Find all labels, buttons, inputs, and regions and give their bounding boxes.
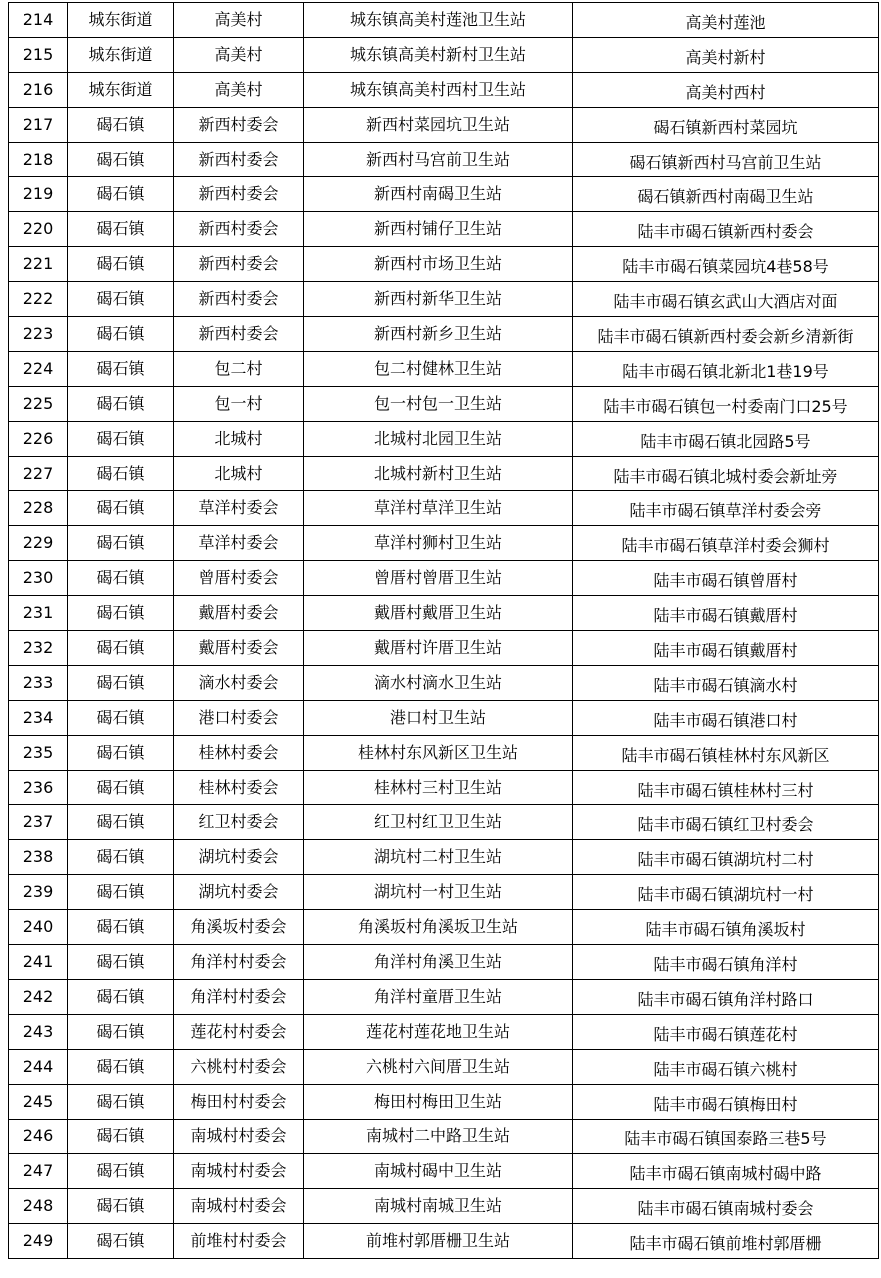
health-station-cell: 曾厝村曾厝卫生站	[304, 561, 573, 596]
health-station-cell: 城东镇高美村莲池卫生站	[304, 3, 573, 38]
town-cell: 碣石镇	[68, 177, 174, 212]
village-committee-cell: 北城村	[174, 456, 304, 491]
row-number: 226	[9, 421, 68, 456]
health-station-cell: 湖坑村二村卫生站	[304, 840, 573, 875]
health-station-cell: 角洋村童厝卫生站	[304, 979, 573, 1014]
town-cell: 碣石镇	[68, 596, 174, 631]
address-cell: 碣石镇新西村马宫前卫生站	[573, 142, 879, 177]
row-number: 239	[9, 875, 68, 910]
address-cell: 陆丰市碣石镇草洋村委会旁	[573, 491, 879, 526]
table-row	[9, 456, 879, 491]
town-cell: 碣石镇	[68, 875, 174, 910]
health-station-cell: 包一村包一卫生站	[304, 386, 573, 421]
health-station-cell: 城东镇高美村新村卫生站	[304, 37, 573, 72]
table-row	[9, 1154, 879, 1189]
village-committee-cell: 戴厝村委会	[174, 596, 304, 631]
town-cell: 城东街道	[68, 37, 174, 72]
row-number: 229	[9, 526, 68, 561]
table-row	[9, 1084, 879, 1119]
row-number: 223	[9, 317, 68, 352]
health-station-cell: 红卫村红卫卫生站	[304, 805, 573, 840]
address-cell: 高美村西村	[573, 72, 879, 107]
table-row	[9, 1119, 879, 1154]
address-cell: 陆丰市碣石镇国泰路三巷5号	[573, 1119, 879, 1154]
row-number: 232	[9, 631, 68, 666]
row-number: 247	[9, 1154, 68, 1189]
health-station-cell: 城东镇高美村西村卫生站	[304, 72, 573, 107]
village-committee-cell: 滴水村委会	[174, 665, 304, 700]
health-station-cell: 角洋村角溪卫生站	[304, 945, 573, 980]
town-cell: 碣石镇	[68, 247, 174, 282]
table-row	[9, 142, 879, 177]
address-cell: 陆丰市碣石镇新西村委会	[573, 212, 879, 247]
row-number: 240	[9, 910, 68, 945]
address-cell: 高美村莲池	[573, 3, 879, 38]
health-station-cell: 新西村新华卫生站	[304, 282, 573, 317]
village-committee-cell: 莲花村村委会	[174, 1014, 304, 1049]
row-number: 221	[9, 247, 68, 282]
town-cell: 碣石镇	[68, 107, 174, 142]
health-station-cell: 新西村马宫前卫生站	[304, 142, 573, 177]
village-committee-cell: 桂林村委会	[174, 735, 304, 770]
table-row	[9, 979, 879, 1014]
table-row	[9, 665, 879, 700]
town-cell: 碣石镇	[68, 526, 174, 561]
town-cell: 碣石镇	[68, 561, 174, 596]
town-cell: 碣石镇	[68, 770, 174, 805]
address-cell: 陆丰市碣石镇北新北1巷19号	[573, 351, 879, 386]
address-cell: 陆丰市碣石镇草洋村委会狮村	[573, 526, 879, 561]
town-cell: 碣石镇	[68, 142, 174, 177]
village-committee-cell: 南城村村委会	[174, 1154, 304, 1189]
address-cell: 陆丰市碣石镇南城村委会	[573, 1189, 879, 1224]
village-committee-cell: 高美村	[174, 37, 304, 72]
row-number: 246	[9, 1119, 68, 1154]
town-cell: 碣石镇	[68, 840, 174, 875]
town-cell: 碣石镇	[68, 945, 174, 980]
address-cell: 陆丰市碣石镇前堆村郭厝栅	[573, 1224, 879, 1259]
town-cell: 碣石镇	[68, 1189, 174, 1224]
row-number: 225	[9, 386, 68, 421]
row-number: 244	[9, 1049, 68, 1084]
village-committee-cell: 新西村委会	[174, 142, 304, 177]
village-committee-cell: 戴厝村委会	[174, 631, 304, 666]
health-station-cell: 南城村二中路卫生站	[304, 1119, 573, 1154]
village-committee-cell: 草洋村委会	[174, 526, 304, 561]
row-number: 236	[9, 770, 68, 805]
row-number: 217	[9, 107, 68, 142]
town-cell: 碣石镇	[68, 1084, 174, 1119]
village-committee-cell: 新西村委会	[174, 177, 304, 212]
town-cell: 碣石镇	[68, 665, 174, 700]
health-station-cell: 梅田村梅田卫生站	[304, 1084, 573, 1119]
health-station-cell: 包二村健林卫生站	[304, 351, 573, 386]
village-committee-cell: 桂林村委会	[174, 770, 304, 805]
table-row	[9, 1049, 879, 1084]
address-cell: 陆丰市碣石镇北城村委会新址旁	[573, 456, 879, 491]
table-row	[9, 247, 879, 282]
village-committee-cell: 高美村	[174, 72, 304, 107]
address-cell: 陆丰市碣石镇桂林村东风新区	[573, 735, 879, 770]
village-committee-cell: 新西村委会	[174, 247, 304, 282]
health-station-cell: 湖坑村一村卫生站	[304, 875, 573, 910]
table-row	[9, 1189, 879, 1224]
address-cell: 陆丰市碣石镇港口村	[573, 700, 879, 735]
village-committee-cell: 包一村	[174, 386, 304, 421]
row-number: 230	[9, 561, 68, 596]
health-station-cell: 戴厝村戴厝卫生站	[304, 596, 573, 631]
table-row	[9, 282, 879, 317]
row-number: 215	[9, 37, 68, 72]
row-number: 216	[9, 72, 68, 107]
table-row	[9, 735, 879, 770]
address-cell: 陆丰市碣石镇菜园坑4巷58号	[573, 247, 879, 282]
health-station-cell: 新西村铺仔卫生站	[304, 212, 573, 247]
row-number: 241	[9, 945, 68, 980]
village-committee-cell: 高美村	[174, 3, 304, 38]
health-station-cell: 前堆村郭厝栅卫生站	[304, 1224, 573, 1259]
town-cell: 碣石镇	[68, 1154, 174, 1189]
town-cell: 碣石镇	[68, 386, 174, 421]
town-cell: 碣石镇	[68, 317, 174, 352]
village-committee-cell: 红卫村委会	[174, 805, 304, 840]
health-station-cell: 新西村新乡卫生站	[304, 317, 573, 352]
address-cell: 陆丰市碣石镇北园路5号	[573, 421, 879, 456]
address-cell: 陆丰市碣石镇角洋村路口	[573, 979, 879, 1014]
town-cell: 碣石镇	[68, 1014, 174, 1049]
health-station-cell: 新西村菜园坑卫生站	[304, 107, 573, 142]
town-cell: 碣石镇	[68, 979, 174, 1014]
village-committee-cell: 北城村	[174, 421, 304, 456]
village-committee-cell: 角洋村村委会	[174, 945, 304, 980]
village-committee-cell: 包二村	[174, 351, 304, 386]
village-committee-cell: 梅田村村委会	[174, 1084, 304, 1119]
address-cell: 陆丰市碣石镇红卫村委会	[573, 805, 879, 840]
table-row	[9, 700, 879, 735]
town-cell: 城东街道	[68, 3, 174, 38]
address-cell: 陆丰市碣石镇湖坑村一村	[573, 875, 879, 910]
health-station-cell: 莲花村莲花地卫生站	[304, 1014, 573, 1049]
village-committee-cell: 曾厝村委会	[174, 561, 304, 596]
town-cell: 碣石镇	[68, 631, 174, 666]
table-row	[9, 561, 879, 596]
table-row	[9, 526, 879, 561]
address-cell: 陆丰市碣石镇梅田村	[573, 1084, 879, 1119]
address-cell: 陆丰市碣石镇滴水村	[573, 665, 879, 700]
row-number: 249	[9, 1224, 68, 1259]
table-row	[9, 421, 879, 456]
health-station-cell: 草洋村狮村卫生站	[304, 526, 573, 561]
village-committee-cell: 角溪坂村委会	[174, 910, 304, 945]
town-cell: 碣石镇	[68, 805, 174, 840]
table-row	[9, 491, 879, 526]
clinic-table	[8, 2, 879, 1259]
village-committee-cell: 六桃村村委会	[174, 1049, 304, 1084]
address-cell: 陆丰市碣石镇南城村碣中路	[573, 1154, 879, 1189]
town-cell: 碣石镇	[68, 1224, 174, 1259]
health-station-cell: 角溪坂村角溪坂卫生站	[304, 910, 573, 945]
table-row	[9, 386, 879, 421]
row-number: 219	[9, 177, 68, 212]
table-row	[9, 596, 879, 631]
row-number: 218	[9, 142, 68, 177]
village-committee-cell: 角洋村村委会	[174, 979, 304, 1014]
row-number: 234	[9, 700, 68, 735]
address-cell: 陆丰市碣石镇戴厝村	[573, 631, 879, 666]
row-number: 214	[9, 3, 68, 38]
health-station-cell: 桂林村三村卫生站	[304, 770, 573, 805]
town-cell: 碣石镇	[68, 1119, 174, 1154]
village-committee-cell: 前堆村村委会	[174, 1224, 304, 1259]
table-body	[9, 3, 879, 1259]
town-cell: 碣石镇	[68, 456, 174, 491]
health-station-cell: 戴厝村许厝卫生站	[304, 631, 573, 666]
table-row	[9, 107, 879, 142]
table-row	[9, 840, 879, 875]
table-row	[9, 3, 879, 38]
table-row	[9, 317, 879, 352]
village-committee-cell: 草洋村委会	[174, 491, 304, 526]
row-number: 235	[9, 735, 68, 770]
town-cell: 碣石镇	[68, 212, 174, 247]
village-committee-cell: 新西村委会	[174, 107, 304, 142]
address-cell: 陆丰市碣石镇玄武山大酒店对面	[573, 282, 879, 317]
row-number: 220	[9, 212, 68, 247]
town-cell: 碣石镇	[68, 1049, 174, 1084]
address-cell: 陆丰市碣石镇湖坑村二村	[573, 840, 879, 875]
village-committee-cell: 新西村委会	[174, 282, 304, 317]
row-number: 228	[9, 491, 68, 526]
village-committee-cell: 湖坑村委会	[174, 840, 304, 875]
row-number: 238	[9, 840, 68, 875]
table-row	[9, 351, 879, 386]
table-row	[9, 37, 879, 72]
table-row	[9, 805, 879, 840]
address-cell: 碣石镇新西村南碣卫生站	[573, 177, 879, 212]
table-row	[9, 770, 879, 805]
village-committee-cell: 湖坑村委会	[174, 875, 304, 910]
address-cell: 碣石镇新西村菜园坑	[573, 107, 879, 142]
health-station-cell: 南城村碣中卫生站	[304, 1154, 573, 1189]
table-row	[9, 72, 879, 107]
address-cell: 陆丰市碣石镇角洋村	[573, 945, 879, 980]
town-cell: 碣石镇	[68, 700, 174, 735]
health-station-cell: 六桃村六间厝卫生站	[304, 1049, 573, 1084]
row-number: 245	[9, 1084, 68, 1119]
village-committee-cell: 新西村委会	[174, 317, 304, 352]
village-committee-cell: 南城村村委会	[174, 1189, 304, 1224]
clinic-list-sheet	[8, 2, 873, 1276]
health-station-cell: 北城村北园卫生站	[304, 421, 573, 456]
address-cell: 陆丰市碣石镇新西村委会新乡清新街	[573, 317, 879, 352]
table-row	[9, 875, 879, 910]
address-cell: 陆丰市碣石镇曾厝村	[573, 561, 879, 596]
town-cell: 城东街道	[68, 72, 174, 107]
row-number: 224	[9, 351, 68, 386]
town-cell: 碣石镇	[68, 491, 174, 526]
table-row	[9, 910, 879, 945]
health-station-cell: 新西村市场卫生站	[304, 247, 573, 282]
health-station-cell: 北城村新村卫生站	[304, 456, 573, 491]
address-cell: 陆丰市碣石镇桂林村三村	[573, 770, 879, 805]
row-number: 243	[9, 1014, 68, 1049]
town-cell: 碣石镇	[68, 910, 174, 945]
village-committee-cell: 新西村委会	[174, 212, 304, 247]
row-number: 231	[9, 596, 68, 631]
address-cell: 陆丰市碣石镇包一村委南门口25号	[573, 386, 879, 421]
health-station-cell: 草洋村草洋卫生站	[304, 491, 573, 526]
row-number: 242	[9, 979, 68, 1014]
table-row	[9, 1014, 879, 1049]
address-cell: 高美村新村	[573, 37, 879, 72]
town-cell: 碣石镇	[68, 351, 174, 386]
village-committee-cell: 港口村委会	[174, 700, 304, 735]
row-number: 248	[9, 1189, 68, 1224]
address-cell: 陆丰市碣石镇莲花村	[573, 1014, 879, 1049]
table-row	[9, 212, 879, 247]
health-station-cell: 新西村南碣卫生站	[304, 177, 573, 212]
health-station-cell: 桂林村东风新区卫生站	[304, 735, 573, 770]
town-cell: 碣石镇	[68, 735, 174, 770]
row-number: 222	[9, 282, 68, 317]
town-cell: 碣石镇	[68, 282, 174, 317]
health-station-cell: 南城村南城卫生站	[304, 1189, 573, 1224]
table-row	[9, 177, 879, 212]
table-row	[9, 631, 879, 666]
health-station-cell: 滴水村滴水卫生站	[304, 665, 573, 700]
row-number: 233	[9, 665, 68, 700]
village-committee-cell: 南城村村委会	[174, 1119, 304, 1154]
health-station-cell: 港口村卫生站	[304, 700, 573, 735]
address-cell: 陆丰市碣石镇六桃村	[573, 1049, 879, 1084]
table-row	[9, 945, 879, 980]
table-row	[9, 1224, 879, 1259]
row-number: 227	[9, 456, 68, 491]
town-cell: 碣石镇	[68, 421, 174, 456]
address-cell: 陆丰市碣石镇角溪坂村	[573, 910, 879, 945]
address-cell: 陆丰市碣石镇戴厝村	[573, 596, 879, 631]
row-number: 237	[9, 805, 68, 840]
